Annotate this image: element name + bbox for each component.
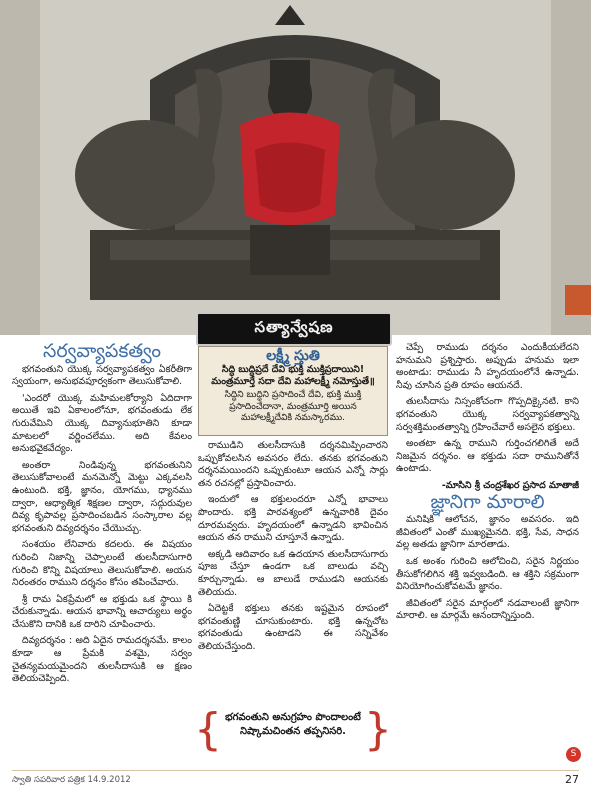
publication-date: స్వాతి సపరివార పత్రిక 14.9.2012 [12,775,131,785]
paragraph: ఏదెట్టకే భక్తులు తనకు ఇష్టమైన రూపంలో భగవంతుణ్ణి చూసుకుంటారు. భక్తి ఉన్నచోట భగవంతుడు ఉంటాడని ఈ సన్నివేశం తెలియచేస్తుంది. [198,603,388,652]
paragraph: భగవంతుని యొక్క సర్వవ్యాపకత్వం ఏకరీతిగా స్వయంగా, అనుభవపూర్వకంగా తెలుసుకోవాలి. [12,363,192,388]
paragraph: ఒక అంశం గురించి ఆలోచించి, సరైన నిర్ణయం తీసుకోగలిగిన శక్తి ఇవ్వబడింది. ఆ శక్తిని సక్రమంగా వినియోగించుకోవటమే జ్ఞానం. [396,555,579,593]
paragraph: దివ్యదర్శనం : అది ఏదైన రామదర్శనమే. కాలం కూడా ఆ ప్రేమకి వశమై, సర్వం చైతన్యమయమైందని తులసీదాసుకి ఆ క్షణం తెలియచెప్పింది. [12,635,192,685]
paragraph: తులసీదాసు నిస్సంకోచంగా గొప్పదిక్కైనటి. కాని భగవంతుని యొక్క సర్వవ్యాపకత్వాన్ని సర్వశక్తిమంతత్వాన్ని గ్రహించేవారే అసలైన భక్తులు. [396,396,579,433]
paragraph: అంతరా నిండివున్న భగవంతునిని తెలుసుకోవాలంటే మనమెన్నో మెట్టు ఎక్కవలసి ఉంటుంది. భక్తి, జ్ఞానం, యోగము, ధ్యానము ద్వారా, ఆధ్యాత్మిక శిక్షణల ద్వారా, సద్గురువుల దివ్య కృపావల్ల ప్రసాదించబడిన సంస్కారాల వల్ల భగవంతుని దివ్యదర్శనం చేయొచ్చు. [12,459,192,534]
paragraph: శ్రీ రామ ఏకప్రేమలో ఆ భక్తుడు ఒక స్థాయి కి చేరుకున్నాడు. ఆయన భావాన్ని ఆచార్యులు అర్థం చేసుకొని దానికి ఒక దారిని చూపించారు. [12,593,192,630]
paragraph: ఇందులో ఆ భక్తులందరూ ఎన్నో భావాలు పొందారు. భక్తి పారవశ్యంలో ఉన్నవారికి దైవం దూరమవ్వదు. హృదయంలో ఉన్నాడని భావించిన ఆయన తన రాముని చూస్తూనే ఉన్నాడు. [198,494,388,544]
idol-illustration [0,0,591,335]
temple-idol-photo [0,0,591,335]
middle-column [198,440,388,658]
paragraph: జీవితంలో సరైన మార్గంలో నడవాలంటే జ్ఞానిగా మారాలి. ఆ మార్గమే ఆనందాన్నిస్తుంది. [396,597,579,622]
signature: -మాసిని శ్రీ చంద్రశేఖర ప్రసాద మాతాజీ [441,479,579,491]
paragraph: అక్కడి ఆదివారం ఒక ఉదయాన తులసీదాసుగారు పూజ చేస్తూ ఉండగా ఒక బాలుడు వచ్చి కూర్చున్నాడు. ఆ బాలుడే రాముడని ఆయనకు తెలియదు. [198,548,388,598]
heading-jnaniga-marali: జ్ఞానిగా మారాలి [430,490,545,513]
brace-right-icon: } [364,704,392,755]
lakshmi-stuti-box [198,346,388,436]
section-banner: సత్యాన్వేషణ [196,312,392,346]
brace-left-icon: { [194,704,222,755]
paragraph: చెప్పే రాముడు దర్శనం ఎందుకీయలేదని హనుమని ప్రశ్నిస్తారు. అప్పుడు హనుమ ఇలా అంటాడు: రాముడు నీ హృదయంలోనే ఉన్నాడు. నీవు చూసిన ప్రతి రూపం ఆయనదే. [396,342,579,391]
paragraph: సంశయం లేనివారు కదలరు. ఈ విషయం గురించి నిజాన్ని చెప్పాలంటే తులసీదాసుగారి గురించి కొన్ని విషయాలు తెలుసుకోవాలి. అయన నిరంతరం రాముని దర్శనం కోసం తపించేవారు. [12,539,192,589]
paragraph: మనిషికి ఆలోచన, జ్ఞానం అవసరం. ఇది జీవితంలో ఎంతో ముఖ్యమైనది. భక్తి, సేవ, సాధన వల్ల అతడు జ్ఞానిగా మారతాడు. [396,514,579,551]
page-footer [12,770,579,789]
pull-quote [194,704,392,755]
box-meaning: సిద్ధిని బుద్ధిని ప్రసాదించే దేవి, భుక్తి ముక్తి ప్రసాదించేదానా, మంత్రమూర్తి అయిన మహాలక్ష్మీదేవికి నమస్కారము. [224,390,362,424]
paragraph: 'ఎందరో యొక్క మహిమలకోర్యాని ఏదిదాగా అయితే ఇవి ఏకాలంలోనూ, భగవంతుడు లేక గురువేమిని యొక్క దివ్యానుభూతిని కూడా మాటలలో వర్ణించలేము. అది కేవలం అనుభవైకవేద్యం. [12,392,192,455]
paragraph: అంతటా ఉన్న రాముని గుర్తించగలిగితే అదే నిజమైన దర్శనం. ఆ భక్తుడు సదా రామునితోనే ఉంటాడు. [396,438,579,475]
page-number: 27 [565,773,579,786]
box-shloka: సిద్ధి బుద్ధిప్రదే దేవి భుక్తి ముక్తిప్రదాయిని! మంత్రమూర్తే సదా దేవి మహాలక్ష్మీ నమోస్తుతే॥ [211,364,375,387]
heading-sarvavyapakatvam: సర్వవ్యాపకత్వం [43,340,161,362]
swathi-logo-icon: S [566,747,581,762]
left-column [12,342,192,690]
box-title: లక్ష్మీ స్తుతి [266,348,320,364]
right-column [396,342,579,627]
paragraph: రాముడిని తులసీదాసుకి దర్శనమిప్పించారని ఒప్పుకోవలసిన అవసరం లేదు. తనకు భగవంతుని దర్శనమయిందని ఒప్పుకుంటూ ఆయన ఎన్నో సార్లు తన రచనల్లో ప్రస్తావించారు. [198,440,388,489]
pull-quote-text: భగవంతుని అనుగ్రహం పొందాలంటే నిష్కామచింతన తప్పనిసరి. [225,712,361,737]
